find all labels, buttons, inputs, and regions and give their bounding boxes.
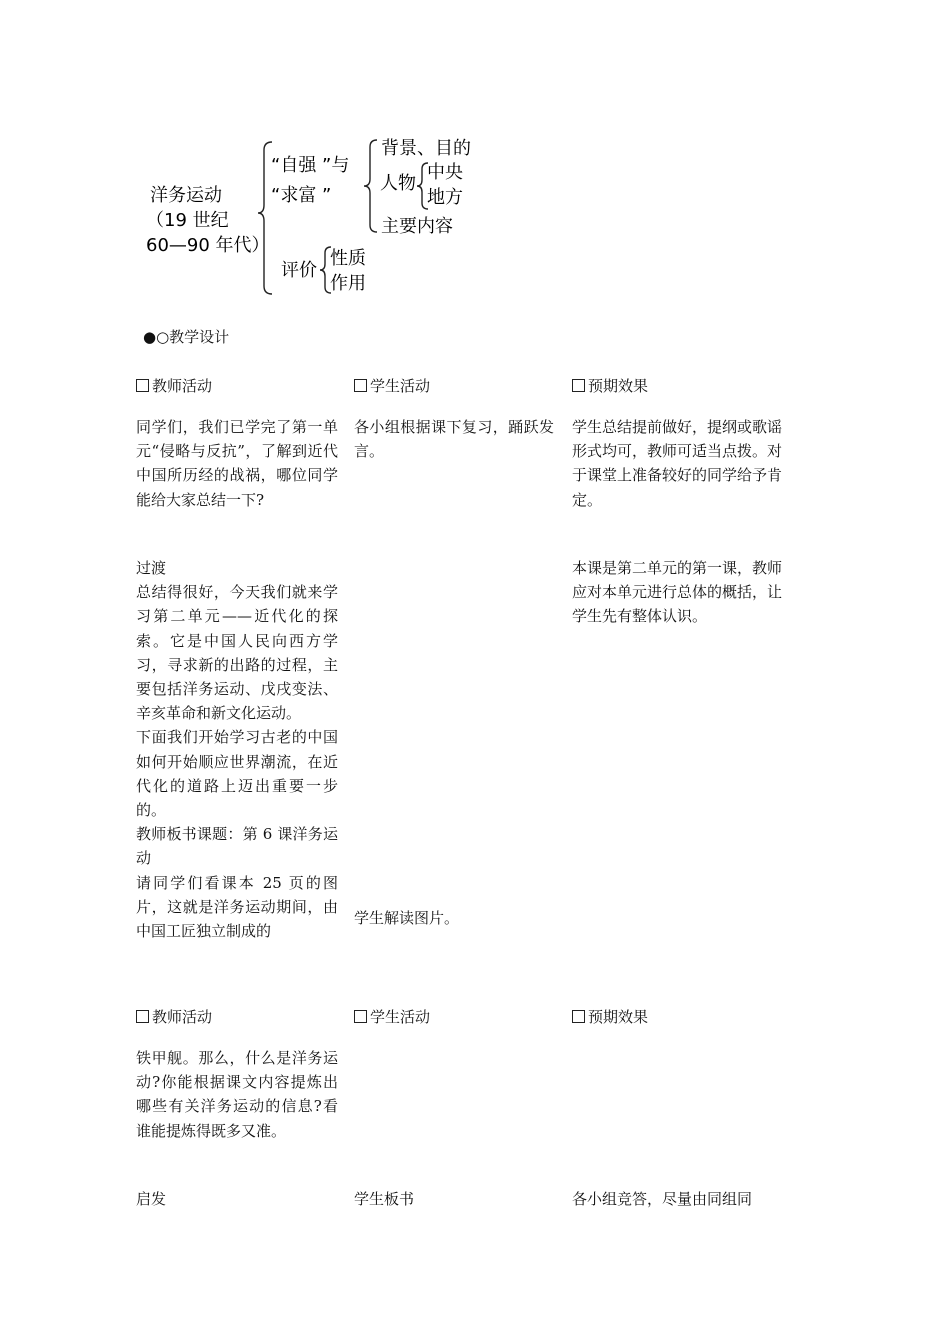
- teacher-activity: 铁甲舰。那么，什么是洋务运动?你能根据课文内容提炼出哪些有关洋务运动的信息?看谁能提炼得既多又准。: [136, 1049, 338, 1140]
- branch1-label-line1: “自强 ”与: [271, 155, 350, 176]
- header-student: 学生活动: [354, 374, 554, 398]
- branch2-sub-role: 作用: [330, 273, 366, 294]
- header-effect: 预期效果: [572, 374, 782, 398]
- branch1-item-background: 背景、目的: [381, 138, 471, 159]
- expected-effect: 各小组竞答，尽量由同组同: [572, 1190, 753, 1208]
- branch1-item-people: 人物: [380, 173, 416, 194]
- header-effect: 预期效果: [572, 1005, 782, 1029]
- section-title: ●○教学设计: [143, 328, 230, 346]
- student-activity: 学生解读图片。: [354, 909, 460, 927]
- root-period-line2: 60—90 年代）: [146, 235, 270, 256]
- checkbox-icon: [572, 1010, 585, 1023]
- header-teacher: 教师活动: [136, 374, 338, 398]
- teacher-text-line: 下面我们开始学习古老的中国如何开始顺应世界潮流，在近代化的道路上迈出重要一步的。: [136, 728, 338, 820]
- checkbox-icon: [354, 1010, 367, 1023]
- concept-map: [0, 0, 950, 310]
- teacher-text-line: 教师板书课题：第 6 课洋务运动: [136, 825, 338, 868]
- people-sub-central: 中央: [427, 162, 463, 183]
- checkbox-icon: [136, 379, 149, 392]
- teacher-text-line: 过渡: [136, 559, 167, 577]
- expected-effect: 学生总结提前做好，提纲或歌谣形式均可，教师可适当点拨。对于课堂上准备较好的同学给予肯定。: [572, 418, 783, 509]
- branch1-brace: [364, 140, 377, 232]
- checkbox-icon: [136, 1010, 149, 1023]
- teacher-text-line: 请同学们看课本 25 页的图片，这就是洋务运动期间，由中国工匠独立制成的: [136, 873, 338, 941]
- teacher-activity: 同学们，我们已学完了第一单元“侵略与反抗”，了解到近代中国所历经的战祸，哪位同学能给大家总结一下?: [136, 418, 338, 509]
- branch1-label-line2: “求富 ”: [271, 185, 332, 206]
- header-student: 学生活动: [354, 1005, 554, 1029]
- header-teacher: 教师活动: [136, 1005, 338, 1029]
- teacher-activity: 启发: [136, 1190, 167, 1208]
- people-sub-local: 地方: [427, 187, 463, 208]
- branch2-label: 评价: [281, 260, 317, 281]
- teacher-activity: [136, 556, 338, 943]
- student-activity: 各小组根据课下复习，踊跃发言。: [354, 418, 554, 461]
- checkbox-icon: [354, 379, 367, 392]
- checkbox-icon: [572, 379, 585, 392]
- teacher-text-line: 总结得很好，今天我们就来学习第二单元——近代化的探索。它是中国人民向西方学习，寻求新的出路的过程，主要包括洋务运动、戊戌变法、辛亥革命和新文化运动。: [136, 583, 338, 723]
- main-brace: [258, 142, 272, 294]
- root-title: 洋务运动: [150, 185, 222, 206]
- expected-effect: 本课是第二单元的第一课，教师应对本单元进行总体的概括，让学生先有整体认识。: [572, 559, 783, 626]
- branch1-item-content: 主要内容: [381, 216, 453, 237]
- branch2-sub-nature: 性质: [330, 248, 366, 269]
- student-activity: 学生板书: [354, 1190, 415, 1208]
- root-period-line1: （19 世纪: [146, 210, 229, 231]
